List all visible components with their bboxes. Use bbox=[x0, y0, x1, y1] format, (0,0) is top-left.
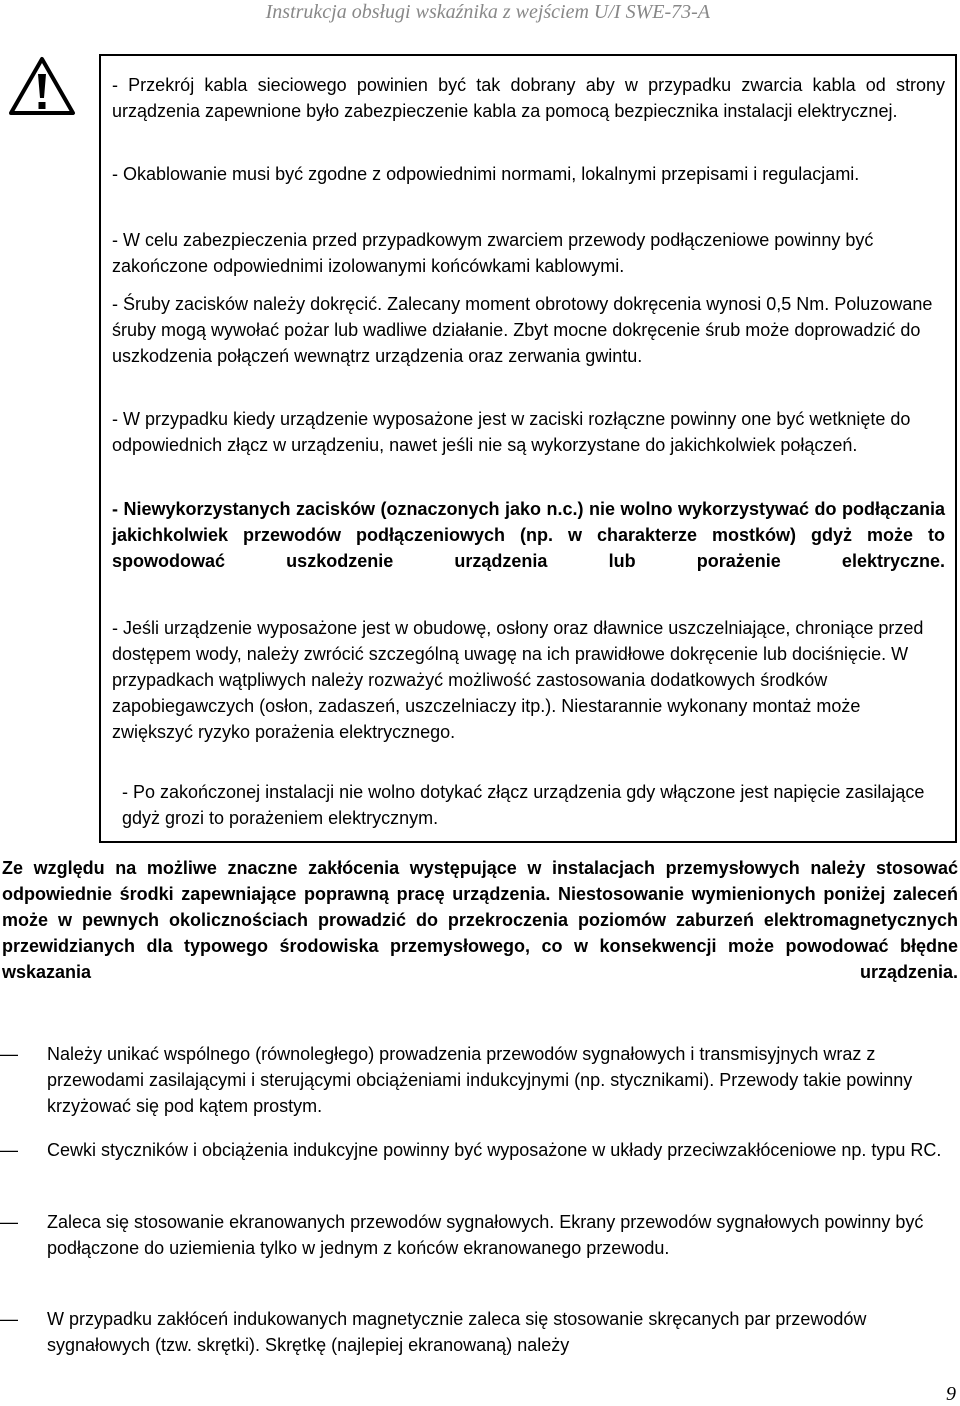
list-bullet: — bbox=[0, 1044, 18, 1064]
list-bullet: — bbox=[0, 1309, 18, 1329]
warning-paragraph-housing: - Jeśli urządzenie wyposażone jest w obudowę, osłony oraz dławnice uszczelniające, chroniące przed dostępem wody, należy zwrócić szczególną uwagę na ich prawidłowe dokręcenie lub dociśnięcie. W przypadkach wątpliwych należy rozważyć możliwość zastosowania dodatkowych środków zapobiegawczych (osłon, zadaszeń, uszczelniaczy itp.). Niestarannie wykonany montaż może zwiększyć ryzyko porażenia elektrycznego. bbox=[112, 618, 924, 742]
list-bullet: — bbox=[0, 1212, 18, 1232]
warning-paragraph-cabling: - Okablowanie musi być zgodne z odpowiednimi normami, lokalnymi przepisami i regulacjami. bbox=[112, 164, 860, 184]
list-item-text: W przypadku zakłóceń indukowanych magnetycznie zaleca się stosowanie skręcanych par przewodów sygnałowych (tzw. skrętki). Skrętkę (najlepiej ekranowaną) należy bbox=[47, 1309, 867, 1355]
running-header: Instrukcja obsługi wskaźnika z wejściem U/I SWE-73-A bbox=[265, 1, 710, 23]
list-item bbox=[0, 1209, 950, 1299]
warning-paragraph-detachable-terminals: - W przypadku kiedy urządzenie wyposażone jest w zaciski rozłączne powinny one być wetknięte do odpowiednich złącz w urządzeniu, nawet jeśli nie są wykorzystane do jakichkolwiek połączeń. bbox=[112, 409, 911, 455]
list-item-text: Cewki styczników i obciążenia indukcyjne powinny być wyposażone w układy przeciwzakłóceniowe np. typu RC. bbox=[47, 1140, 942, 1160]
list-item bbox=[0, 1041, 950, 1131]
emc-intro-paragraph: Ze względu na możliwe znaczne zakłócenia występujące w instalacjach przemysłowych należy stosować odpowiednie środki zapewniające poprawną pracę urządzenia. Niestosowanie wymienionych poniżej zaleceń może w pewnych okolicznościach prowadzić do przekroczenia poziomów zaburzeń elektromagnetycznych przewidzianych dla typowego środowiska przemysłowego, co w konsekwencji może powodować błędne wskazania urządzenia. bbox=[2, 858, 958, 982]
warning-paragraph-screws: - Śruby zacisków należy dokręcić. Zalecany moment obrotowy dokręcenia wynosi 0,5 Nm. Poluzowane śruby mogą wywołać pożar lub wadliwe działanie. Zbyt mocne dokręcenie śrub może doprowadzić do uszkodzenia połączeń wewnątrz urządzenia oraz zerwania gwintu. bbox=[112, 294, 933, 366]
warning-box bbox=[99, 54, 957, 843]
warning-paragraph-nc-terminals: - Niewykorzystanych zacisków (oznaczonych jako n.c.) nie wolno wykorzystywać do podłączania jakichkolwiek przewodów podłączeniowych (np. w charakterze mostków) gdyż może to spowodować uszkodzenie urządzenia lub porażenie elektryczne. bbox=[112, 499, 945, 571]
list-item-text: Należy unikać wspólnego (równoległego) prowadzenia przewodów sygnałowych i transmisyjnych wraz z przewodami zasilającymi i sterującymi obciążeniami indukcyjnymi (np. stycznikami). Przewody takie powinny krzyżować się pod kątem prostym. bbox=[47, 1044, 913, 1116]
warning-paragraph-cable-section: - Przekrój kabla sieciowego powinien być tak dobrany aby w przypadku zwarcia kabla od strony urządzenia zapewnione było zabezpieczenie kabla za pomocą bezpiecznika instalacji elektrycznej. bbox=[112, 75, 945, 121]
warning-paragraph-terminals: - W celu zabezpieczenia przed przypadkowym zwarciem przewody podłączeniowe powinny być zakończone odpowiednimi izolowanymi końcówkami kablowymi. bbox=[112, 230, 874, 276]
warning-paragraph-after-installation: - Po zakończonej instalacji nie wolno dotykać złącz urządzenia gdy włączone jest napięcie zasilające gdyż grozi to porażeniem elektrycznym. bbox=[122, 782, 925, 828]
list-bullet: — bbox=[0, 1140, 18, 1160]
warning-triangle-icon bbox=[8, 56, 76, 116]
page-number: 9 bbox=[946, 1383, 956, 1405]
list-item bbox=[0, 1306, 950, 1396]
list-item-text: Zaleca się stosowanie ekranowanych przewodów sygnałowych. Ekrany przewodów sygnałowych powinny być podłączone do uziemienia tylko w jednym z końców ekranowanego przewodu. bbox=[47, 1212, 924, 1258]
